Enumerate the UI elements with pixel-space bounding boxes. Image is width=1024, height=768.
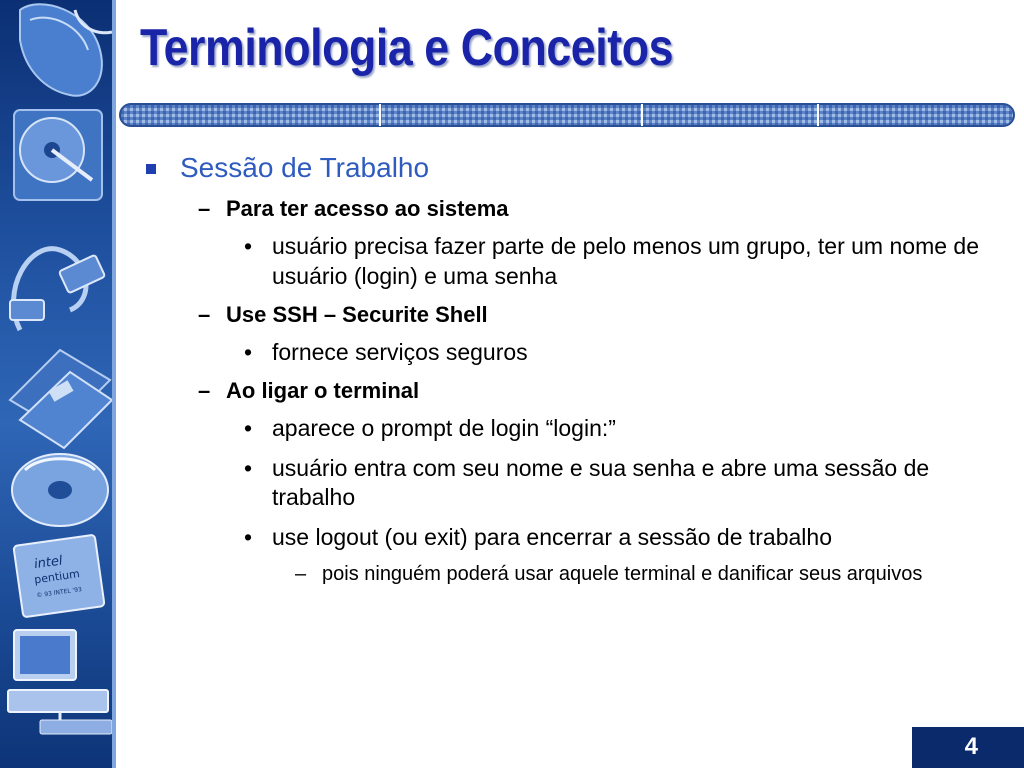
heading-text: Sessão de Trabalho <box>180 152 430 183</box>
page-number-box <box>912 727 1024 768</box>
list-item <box>140 232 1000 292</box>
list-item <box>140 196 1000 222</box>
dash-marker: – <box>198 377 211 403</box>
slide-title: Terminologia e Conceitos <box>140 19 674 77</box>
hard-disk-icon <box>14 110 102 200</box>
item-text: usuário precisa fazer parte de pelo menos um grupo, ter um nome de usuário (login) e uma senha <box>272 233 979 289</box>
dash-marker: – <box>198 301 211 327</box>
item-text: Para ter acesso ao sistema <box>226 196 509 221</box>
mouse-icon <box>20 4 112 95</box>
title-rule-bar <box>118 102 1016 128</box>
cd-disc-icon <box>12 454 108 526</box>
list-item <box>140 414 1000 444</box>
item-text: fornece serviços seguros <box>272 338 528 365</box>
floppy-disks-icon <box>10 350 112 448</box>
item-text: Use SSH – Securite Shell <box>226 301 488 327</box>
list-item <box>140 302 1000 328</box>
list-item <box>140 454 1000 514</box>
list-item <box>140 338 1000 368</box>
dash-marker: – <box>295 563 307 586</box>
bullet-marker: • <box>244 338 253 365</box>
bullet-marker: • <box>244 414 253 441</box>
pentium-chip-icon <box>13 535 104 618</box>
dash-marker: – <box>198 196 211 221</box>
item-text: aparece o prompt de login “login:” <box>272 414 616 441</box>
item-text: use logout (ou exit) para encerrar a sessão de trabalho <box>272 524 832 551</box>
sidebar-artwork <box>0 0 116 768</box>
item-text: Ao ligar o terminal <box>226 377 420 403</box>
square-bullet-icon <box>146 164 156 174</box>
bullet-marker: • <box>244 524 253 551</box>
chip-model-text: pentium <box>33 567 81 587</box>
chip-copyright-text: © 93 INTEL '93 <box>36 585 83 600</box>
decorative-sidebar <box>0 0 116 768</box>
cable-connector-icon <box>10 249 105 330</box>
page-number: 4 <box>964 733 978 760</box>
chip-brand-text: intel <box>33 553 64 573</box>
list-item <box>140 561 1000 587</box>
list-item <box>140 523 1000 553</box>
slide-content <box>140 152 1000 588</box>
item-text: usuário entra com seu nome e sua senha e abre uma sessão de trabalho <box>272 454 930 511</box>
bullet-marker: • <box>244 233 253 259</box>
heading-item <box>140 152 1000 184</box>
bullet-marker: • <box>244 454 253 481</box>
computer-icon <box>8 630 112 734</box>
item-text: pois ninguém poderá usar aquele terminal e danificar seus arquivos <box>322 563 923 586</box>
list-item <box>140 378 1000 404</box>
